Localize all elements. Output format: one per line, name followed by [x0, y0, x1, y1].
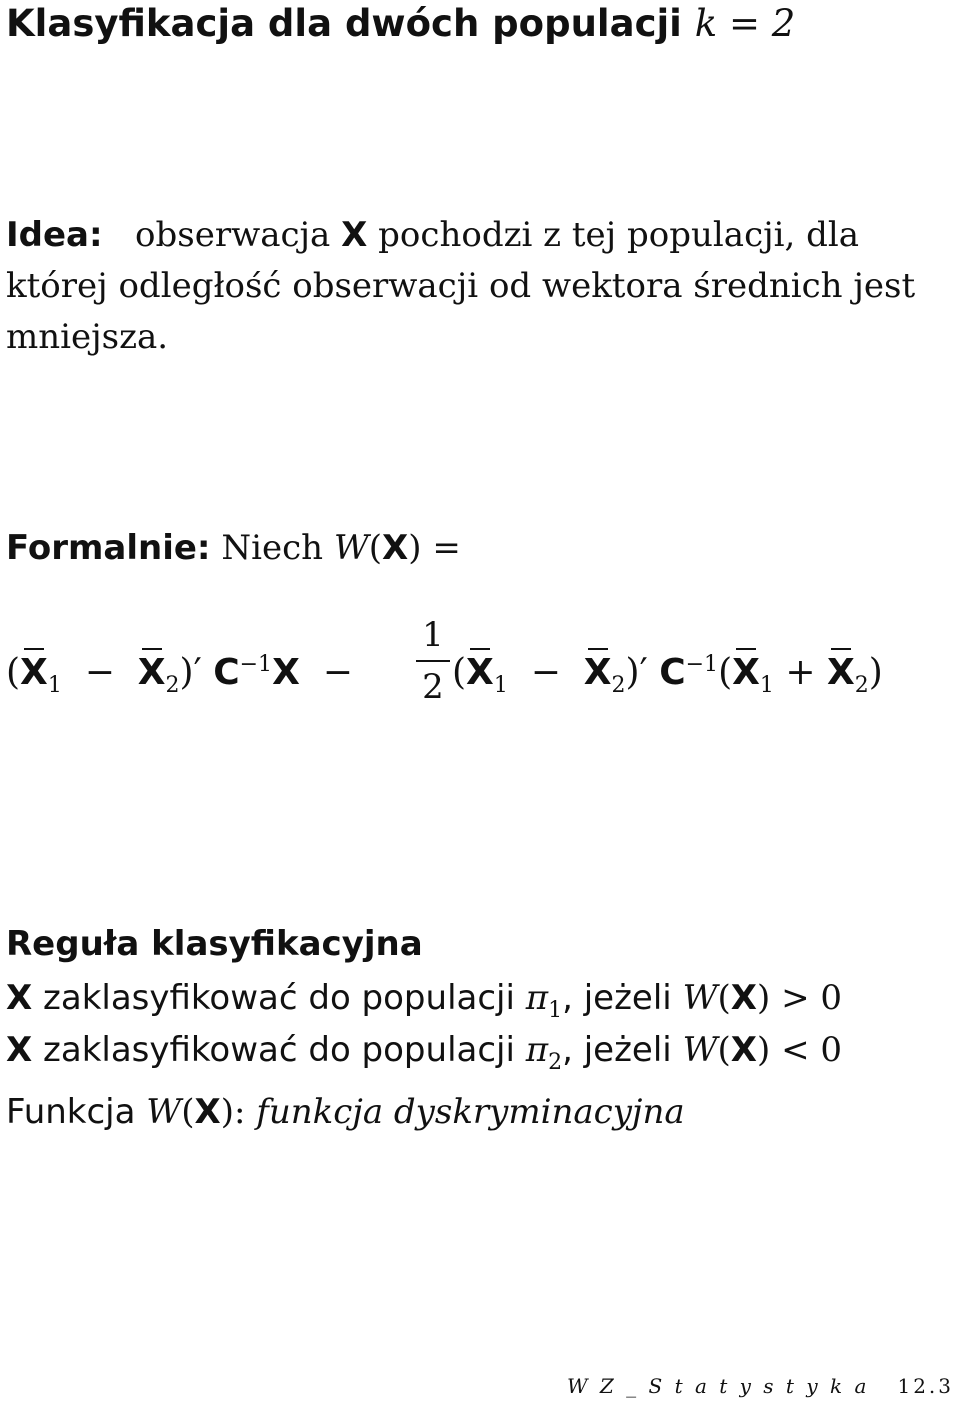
xbar-1: X: [20, 652, 48, 693]
xbar-2c: X: [826, 652, 855, 693]
idea-var: X: [341, 215, 368, 255]
footer-page: 12.3: [897, 1374, 954, 1398]
idea-line2: której odległość obserwacji od wektora średnich jest: [6, 266, 916, 306]
title-math: k = 2: [694, 2, 796, 45]
formal-eq: =: [432, 528, 461, 568]
half-fraction: 1 2: [416, 612, 450, 710]
rule-line-2: X zaklasyfikować do populacji $\pi_2$, jeżeli W(X) < 0: [6, 1030, 843, 1075]
xbar-2: X: [137, 652, 166, 693]
function-label: Funkcja: [6, 1092, 136, 1132]
idea-line1-rest: pochodzi z tej populacji, dla: [378, 215, 860, 255]
formal-func: W: [333, 528, 369, 568]
obs-x: X: [272, 652, 300, 693]
function-definition: Funkcja W(X): funkcja dyskryminacyjna: [6, 1092, 685, 1132]
idea-paragraph: [6, 210, 915, 363]
xbar-1b: X: [466, 652, 494, 693]
page-title: [6, 2, 795, 45]
page-footer: [567, 1374, 954, 1398]
formal-arg: X: [382, 528, 409, 568]
formal-label: Formalnie:: [6, 528, 211, 568]
footer-course: W Z _ S t a t y s t y k a: [567, 1374, 870, 1398]
rule-heading: Reguła klasyfikacyjna: [6, 924, 423, 964]
idea-label: Idea:: [6, 215, 103, 255]
function-name: funkcja dyskryminacyjna: [256, 1092, 685, 1132]
xbar-1c: X: [732, 652, 760, 693]
idea-line3: mniejsza.: [6, 317, 169, 357]
formula-right: $(X_1 - X_2)'$ $C^{-1}(X_1 + X_2)$: [452, 652, 883, 699]
formal-text: Niech: [221, 528, 324, 568]
formal-line: Formalnie: Niech W(X) =: [6, 528, 461, 568]
idea-pre: obserwacja: [135, 215, 331, 255]
title-text: Klasyfikacja dla dwóch populacji: [6, 2, 682, 45]
rule-line-1: X zaklasyfikować do populacji $\pi_1$, jeżeli W(X) > 0: [6, 978, 843, 1023]
formula-left: $(X_1 - X_2)'$ $C^{-1}X$ −: [6, 652, 353, 699]
cov-c-b: C: [659, 652, 686, 693]
xbar-2b: X: [583, 652, 612, 693]
cov-c: C: [213, 652, 240, 693]
